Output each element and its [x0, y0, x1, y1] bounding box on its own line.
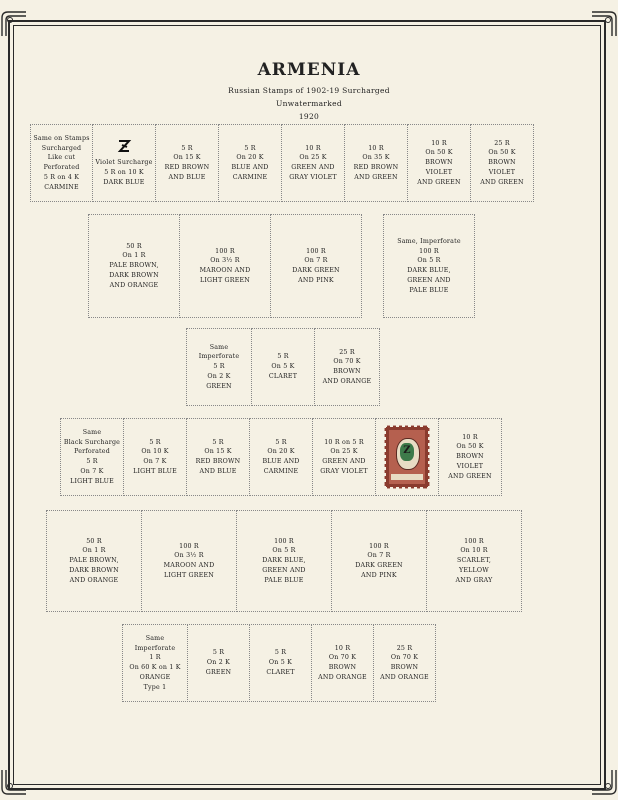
stamp-caption-line: 1 R [149, 654, 161, 662]
stamp-caption-line: RED BROWN [164, 164, 210, 171]
stamp-caption-line: On 7 K [143, 458, 167, 465]
stamp-caption-line: On 25 K [330, 448, 358, 456]
stamp-caption-line: LIGHT BLUE [70, 477, 114, 485]
stamp-caption-line: 10 R [305, 144, 321, 152]
stamp-caption-line: Same, Imperforate [397, 237, 461, 245]
stamp-caption-line: GREEN [205, 668, 232, 676]
stamp-caption-line: 10 R [368, 144, 384, 152]
stamp-caption-line: 100 R [215, 247, 235, 255]
stamp-caption-line: BROWN [390, 664, 419, 671]
stamp-caption-line: AND ORANGE [109, 281, 159, 289]
stamp-caption-line: On 7 R [367, 552, 391, 560]
stamp-caption-line: Like cut [47, 154, 76, 162]
stamp-caption-line: DARK GREEN [355, 562, 403, 569]
stamp-caption-line: On 15 K [204, 448, 232, 456]
stamp-caption-line: Same on Stamps [33, 134, 90, 142]
stamp-caption-line: PALE BLUE [409, 286, 449, 294]
stamp-caption-line: On 1 R [82, 547, 106, 555]
stamp-space[interactable] [179, 214, 271, 318]
stamp-space[interactable] [187, 624, 250, 702]
stamp-caption-line: AND ORANGE [380, 673, 429, 681]
stamp-caption-line: AND GREEN [480, 178, 524, 186]
stamp-caption-line: AND GREEN [448, 472, 492, 480]
stamp-caption-line: CLARET [266, 668, 295, 676]
stamp-caption-line: GREEN AND [407, 276, 451, 284]
stamp-caption-line: GREEN AND [322, 458, 366, 465]
stamp-space[interactable] [438, 418, 502, 496]
stamp-caption-line: RED BROWN [195, 458, 241, 465]
stamp-caption-line: VIOLET [425, 168, 453, 176]
stamp-surcharge-mark-icon: Z [403, 445, 411, 456]
stamp-caption-line: On 20 K [236, 154, 264, 162]
stamp-space[interactable] [186, 328, 252, 406]
stamp-caption-line: 100 R [419, 247, 439, 255]
stamp-caption-line: PALE BROWN, [69, 557, 119, 565]
stamp-space[interactable] [470, 124, 534, 202]
stamp-caption-line: MAROON AND [199, 267, 251, 274]
stamp-caption-line: 25 R [339, 348, 355, 356]
stamp-caption-line: On 5 R [272, 547, 296, 555]
stamp-caption-line: BROWN [333, 368, 361, 375]
stamp-space[interactable] [155, 124, 219, 202]
stamp-caption-line: AND ORANGE [318, 673, 367, 681]
stamp-space[interactable] [311, 624, 374, 702]
stamp-space[interactable] [249, 418, 313, 496]
stamp-caption-line: DARK GREEN [292, 267, 340, 274]
stamp-caption-line: 5 R [149, 438, 161, 446]
stamp-space[interactable] [373, 624, 436, 702]
stamp-space[interactable] [123, 418, 187, 496]
stamp-caption-line: GREEN [206, 382, 232, 390]
stamp-caption-line: LIGHT BLUE [133, 467, 177, 475]
stamp-caption-line: AND GRAY [455, 576, 493, 584]
page-title: ARMENIA [257, 60, 361, 80]
stamp-caption-line: 5 R on 4 K [43, 173, 80, 181]
stamp-row-5 [46, 510, 521, 612]
stamp-caption-line: On 70 K [328, 654, 357, 662]
stamp-caption-line: On 60 K on 1 K [129, 664, 181, 671]
stamp-caption-line: AND BLUE [199, 467, 237, 475]
stamp-caption-line: CARMINE [44, 183, 79, 191]
stamp-caption-line: 25 R [396, 644, 413, 652]
stamp-caption-line: LIGHT GREEN [163, 571, 215, 579]
stamp-space[interactable] [30, 124, 93, 202]
stamp-caption-line: DARK BROWN [69, 566, 119, 574]
stamp-caption-line: AND PINK [298, 276, 334, 284]
stamp-caption-line: GRAY VIOLET [289, 173, 337, 181]
page-subtitle: Russian Stamps of 1902-19 Surcharged [228, 86, 390, 95]
stamp-caption-line: On 3½ R [174, 552, 204, 560]
stamp-caption-line: DARK BLUE, [407, 267, 451, 274]
stamp-caption-line: Same [145, 634, 165, 642]
stamp-space[interactable] [426, 510, 522, 612]
stamp-caption-line: BROWN [488, 159, 516, 167]
stamp-caption-line: On 5 K [268, 659, 293, 667]
stamp-caption-line: 10 R [462, 433, 478, 441]
stamp-caption-line: AND BLUE [168, 173, 206, 181]
stamp-caption-line: GREEN AND [262, 566, 306, 574]
stamp-caption-line: PALE BROWN, [109, 262, 159, 270]
stamp-caption-line: On 7 R [304, 257, 328, 265]
corner-ornament-top-left-icon [0, 10, 28, 38]
stamp-caption-line: AND GREEN [354, 173, 398, 181]
stamp-caption-line: AND ORANGE [69, 576, 119, 584]
stamp-caption-line: On 5 R [417, 257, 441, 265]
stamp-caption-line: GREEN AND [291, 164, 335, 171]
stamp-space[interactable] [60, 418, 124, 496]
stamp-row-3 [186, 328, 379, 406]
corner-ornament-top-right-icon [590, 10, 618, 38]
stamp-caption-line: CARMINE [263, 467, 299, 475]
stamp-caption-line: 5 R [275, 438, 287, 446]
stamp-caption-line: 5 R on 10 K [104, 169, 144, 177]
stamp-caption-line: ORANGE [139, 673, 171, 681]
stamp-space[interactable] [249, 624, 312, 702]
stamp-caption-line: 50 R [126, 242, 142, 250]
stamp-space[interactable] [344, 124, 408, 202]
stamp-caption-line: DARK BROWN [109, 271, 159, 279]
stamp-caption-line: VIOLET [488, 168, 516, 176]
stamp-caption-line: On 15 K [173, 154, 201, 162]
stamp-caption-line: 5 R [213, 363, 225, 371]
corner-ornament-bottom-right-icon [590, 768, 618, 796]
stamp-row-6 [122, 624, 435, 702]
stamp-space[interactable] [46, 510, 142, 612]
stamp-caption-line: 100 R [306, 247, 326, 255]
stamp-caption-line: On 2 K [207, 372, 231, 380]
stamp-caption-line: On 2 K [206, 659, 231, 667]
stamp-caption-line: SCARLET, [456, 557, 492, 565]
stamp-caption-line: 5 R [86, 458, 98, 465]
stamp-caption-line: PALE BLUE [264, 576, 304, 584]
stamp-caption-line: Perforated [74, 448, 110, 456]
stamp-caption-line: Violet Surcharge [95, 159, 153, 167]
stamp-caption-line: DARK BLUE, [262, 557, 306, 565]
stamp-caption-line: YELLOW [459, 566, 489, 574]
stamp-caption-line: On 1 R [122, 252, 146, 260]
stamp-caption-line: 10 R [334, 644, 351, 652]
stamp-caption-line: GRAY VIOLET [320, 467, 368, 475]
stamp-caption-line: Type 1 [143, 683, 167, 691]
stamp-space[interactable] [251, 328, 315, 406]
stamp-caption-line: BLUE AND [231, 164, 269, 171]
stamp-caption-line: 5 R [212, 438, 224, 446]
stamp-caption-line: BROWN [328, 664, 357, 671]
stamp-caption-line: Same [82, 428, 102, 436]
stamp-caption-line: 5 R [181, 144, 193, 152]
stamp-caption-line: BROWN [425, 159, 453, 167]
stamp-caption-line: 100 R [369, 542, 389, 550]
stamp-caption-line: Imperforate [198, 353, 240, 361]
stamp-caption-line: Same [209, 343, 229, 351]
stamp-space[interactable] [281, 124, 345, 202]
stamp-caption-line: On 25 K [299, 154, 327, 162]
stamp-caption-line: 5 R [277, 353, 289, 361]
page-subtitle-watermark: Unwatermarked [276, 99, 342, 108]
stamp-space[interactable] [186, 418, 250, 496]
stamp-caption-line: On 7 K [80, 467, 104, 475]
stamp-caption-line: On 20 K [267, 448, 295, 456]
stamp-caption-line: On 50 K [456, 443, 484, 451]
stamp-caption-line: On 35 K [362, 154, 390, 162]
stamp-caption-line: 50 R [86, 537, 102, 545]
stamp-caption-line: On 50 K [488, 149, 516, 157]
stamp-caption-line: RED BROWN [353, 164, 399, 171]
stamp-space[interactable] [236, 510, 332, 612]
stamp-space[interactable] [407, 124, 471, 202]
stamp-space[interactable] [312, 418, 376, 496]
stamp-row-4 [60, 418, 501, 496]
stamp-caption-line: 100 R [464, 537, 484, 545]
stamp-caption-line: Perforated [43, 164, 80, 171]
stamp-caption-line: On 3½ R [210, 257, 240, 265]
stamp-space[interactable] [122, 624, 188, 702]
stamp-caption-line: On 10 R [460, 547, 488, 555]
stamp-caption-line: BROWN [456, 453, 484, 461]
stamp-caption-line: VIOLET [456, 462, 484, 470]
stamp-caption-line: BLUE AND [262, 458, 300, 465]
stamp-caption-line: MAROON AND [163, 562, 215, 569]
stamp-space-filled[interactable] [375, 418, 439, 496]
stamp-space[interactable] [88, 214, 180, 318]
stamp-caption-line: On 50 K [425, 149, 453, 157]
stamp-caption-line: AND ORANGE [322, 377, 372, 385]
stamp-space[interactable] [314, 328, 380, 406]
stamp-caption-line: AND GREEN [417, 178, 461, 186]
stamp-caption-line: 10 R on 5 R [324, 438, 364, 446]
stamp-row-1 [30, 124, 533, 202]
stamp-caption-line: 25 R [494, 139, 510, 147]
stamp-row-2 [88, 214, 474, 318]
stamp-caption-line: CARMINE [232, 173, 268, 181]
stamp-caption-line: 5 R [212, 649, 225, 657]
stamp-space[interactable] [270, 214, 362, 318]
stamp-space[interactable] [331, 510, 427, 612]
page-year: 1920 [298, 112, 320, 121]
stamp-caption-line: DARK BLUE [103, 178, 145, 186]
stamp-caption-line: On 5 K [271, 363, 295, 371]
stamp-caption-line: 10 R [431, 139, 447, 147]
stamp-space[interactable] [383, 214, 475, 318]
stamp-space[interactable] [92, 124, 156, 202]
stamp-caption-line: 100 R [274, 537, 294, 545]
stamp-caption-line: LIGHT GREEN [199, 276, 251, 284]
corner-ornament-bottom-left-icon [0, 768, 28, 796]
stamp-caption-line: On 70 K [390, 654, 419, 662]
stamp-caption-line: On 10 K [141, 448, 169, 456]
stamp-caption-line: 5 R [274, 649, 287, 657]
stamp-caption-line: On 70 K [333, 358, 361, 366]
surcharge-monogram-icon [116, 138, 132, 158]
stamp-space[interactable] [218, 124, 282, 202]
stamp-perforations [383, 424, 431, 490]
stamp-caption-line: AND PINK [361, 571, 397, 579]
stamp-caption-line: Black Surcharge [63, 438, 121, 446]
stamp-caption-line: 100 R [179, 542, 199, 550]
mounted-stamp-image[interactable] [385, 426, 429, 488]
stamp-caption-line: CLARET [268, 372, 298, 380]
stamp-space[interactable] [141, 510, 237, 612]
stamp-caption-line: Imperforate [134, 644, 176, 652]
stamp-caption-line: 5 R [244, 144, 256, 152]
stamp-caption-line: Surcharged [41, 144, 82, 152]
